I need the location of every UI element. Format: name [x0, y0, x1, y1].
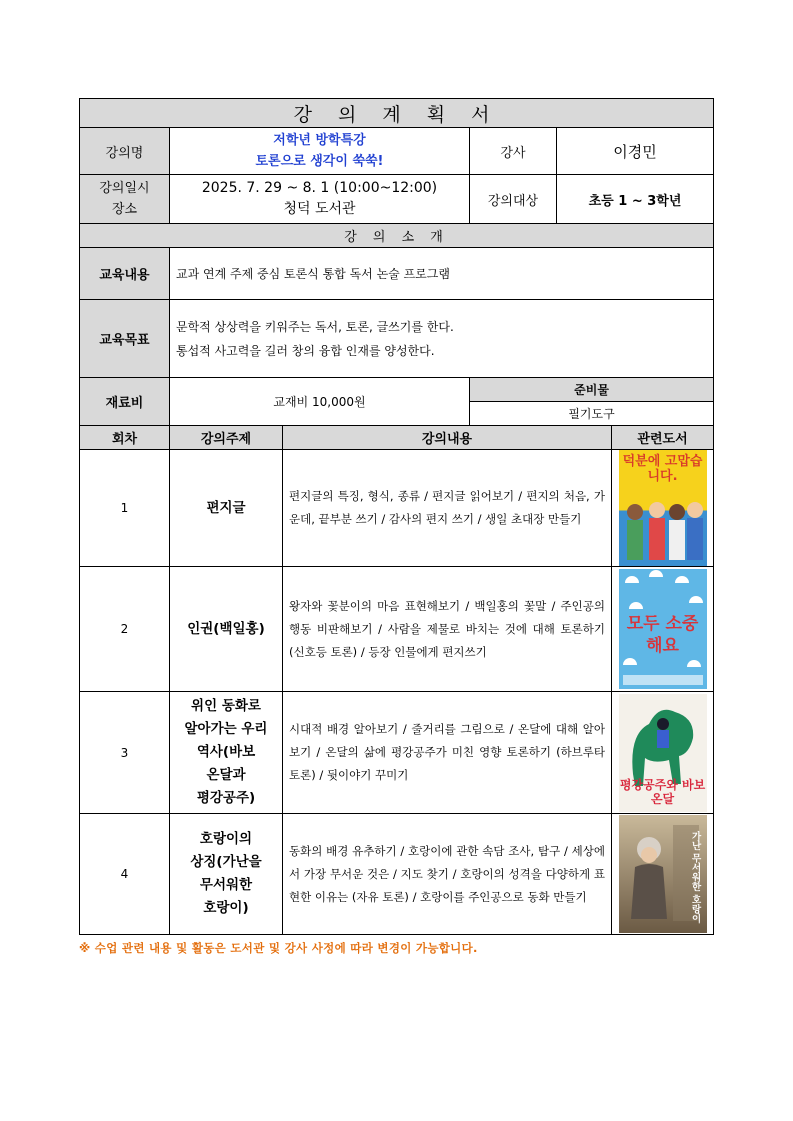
table-row [80, 450, 714, 567]
topic-line: 위인 동화로 [191, 698, 261, 714]
topic-line: 평강공주) [196, 790, 256, 806]
goal [170, 300, 714, 378]
place-label: 장소 [111, 202, 138, 217]
topic-line: 호랑이) [203, 900, 249, 916]
session-description: 시대적 배경 알아보기 / 줄거리를 그림으로 / 온달에 대해 알아보기 / 온달의 삶에 평강공주가 미친 영향 토론하기 (하브루타 토론) / 뒷이야기 꾸미기 [283, 692, 612, 814]
book-cover-title: 가난 무서워한 호랑이 [689, 830, 701, 924]
topic-line: 호랑이의 [199, 831, 253, 847]
goal-label: 교육목표 [80, 300, 170, 378]
session-topic [170, 692, 283, 814]
topic-line: 역사(바보 [196, 744, 256, 760]
header-books: 관련도서 [612, 426, 714, 450]
book-cover-image [619, 569, 707, 689]
session-number: 2 [80, 567, 170, 692]
session-topic [170, 567, 283, 692]
instructor: 이경민 [557, 128, 714, 175]
children-illustration-icon [619, 450, 707, 566]
topic-line: 알아가는 우리 [184, 721, 268, 737]
datetime-label: 강의일시 [99, 181, 150, 196]
topic-line: 인권(백일홍) [187, 620, 265, 637]
datetime: 2025. 7. 29 ~ 8. 1 (10:00~12:00) [201, 180, 438, 196]
table-row [80, 692, 714, 814]
book-cell [612, 692, 714, 814]
book-cover-title: 모두 소중해요 [626, 614, 699, 656]
instructor-label: 강사 [470, 128, 557, 175]
supplies-label: 준비물 [470, 378, 714, 402]
goal-line1: 문학적 상상력을 키워주는 독서, 토론, 글쓰기를 한다. [176, 319, 454, 334]
footnote: ※ 수업 관련 내용 및 활동은 도서관 및 강사 사정에 따라 변경이 가능합니다. [79, 941, 478, 955]
session-number: 3 [80, 692, 170, 814]
place: 청덕 도서관 [283, 201, 356, 217]
table-row [80, 567, 714, 692]
session-topic [170, 814, 283, 935]
session-description: 동화의 배경 유추하기 / 호랑이에 관한 속담 조사, 탐구 / 세상에서 가장 무서운 것은 / 지도 찾기 / 호랑이의 성격을 다양하게 표현한 이유는 (자유 토론) / 호랑이를 주인공으로 동화 만들기 [283, 814, 612, 935]
session-description: 왕자와 꽃분이의 마음 표현해보기 / 백일홍의 꽃말 / 주인공의 행동 비판해보기 / 사람을 제물로 바치는 것에 대해 토론하기 (신호등 토론) / 등장 인물에게 편지쓰기 [283, 567, 612, 692]
topic-line: 편지글 [206, 499, 246, 516]
content-label: 교육내용 [80, 248, 170, 300]
book-cover-title: 평강공주와 바보온달 [619, 777, 706, 806]
header-session: 회차 [80, 426, 170, 450]
fee-label: 재료비 [80, 378, 170, 426]
book-cell [612, 814, 714, 935]
content: 교과 연계 주제 중심 토론식 통합 독서 논술 프로그램 [170, 248, 714, 300]
plan-table [79, 98, 714, 935]
section-intro-title: 강 의 소 개 [80, 224, 714, 248]
session-number: 1 [80, 450, 170, 567]
book-cover-image [619, 815, 707, 933]
supplies: 필기도구 [470, 402, 714, 426]
table-row [80, 814, 714, 935]
header-content: 강의내용 [283, 426, 612, 450]
course-name [170, 128, 470, 175]
goal-line2: 통섭적 사고력을 길러 창의 융합 인재를 양성한다. [176, 343, 435, 358]
fee: 교재비 10,000원 [170, 378, 470, 426]
topic-line: 무서워한 [199, 877, 253, 893]
datetime-place [170, 175, 470, 224]
target: 초등 1 ~ 3학년 [557, 175, 714, 224]
book-cell [612, 450, 714, 567]
header-topic: 강의주제 [170, 426, 283, 450]
course-name-line1: 저학년 방학특강 [273, 133, 366, 148]
session-number: 4 [80, 814, 170, 935]
course-name-label: 강의명 [80, 128, 170, 175]
book-cover-image [619, 694, 707, 812]
target-label: 강의대상 [470, 175, 557, 224]
page-title: 강 의 계 획 서 [80, 99, 714, 128]
topic-line: 온달과 [206, 767, 246, 783]
lecture-plan [79, 98, 713, 935]
datetime-place-label [80, 175, 170, 224]
book-cell [612, 567, 714, 692]
book-cover-title: 덕분에 고맙습니다. [622, 454, 703, 484]
course-name-line2: 토론으로 생각이 쑥쑥! [255, 154, 384, 169]
session-description: 편지글의 특징, 형식, 종류 / 편지글 읽어보기 / 편지의 처음, 가운데, 끝부분 쓰기 / 감사의 편지 쓰기 / 생일 초대장 만들기 [283, 450, 612, 567]
book-cover-image [619, 450, 707, 566]
session-topic [170, 450, 283, 567]
topic-line: 상징(가난을 [190, 854, 262, 870]
